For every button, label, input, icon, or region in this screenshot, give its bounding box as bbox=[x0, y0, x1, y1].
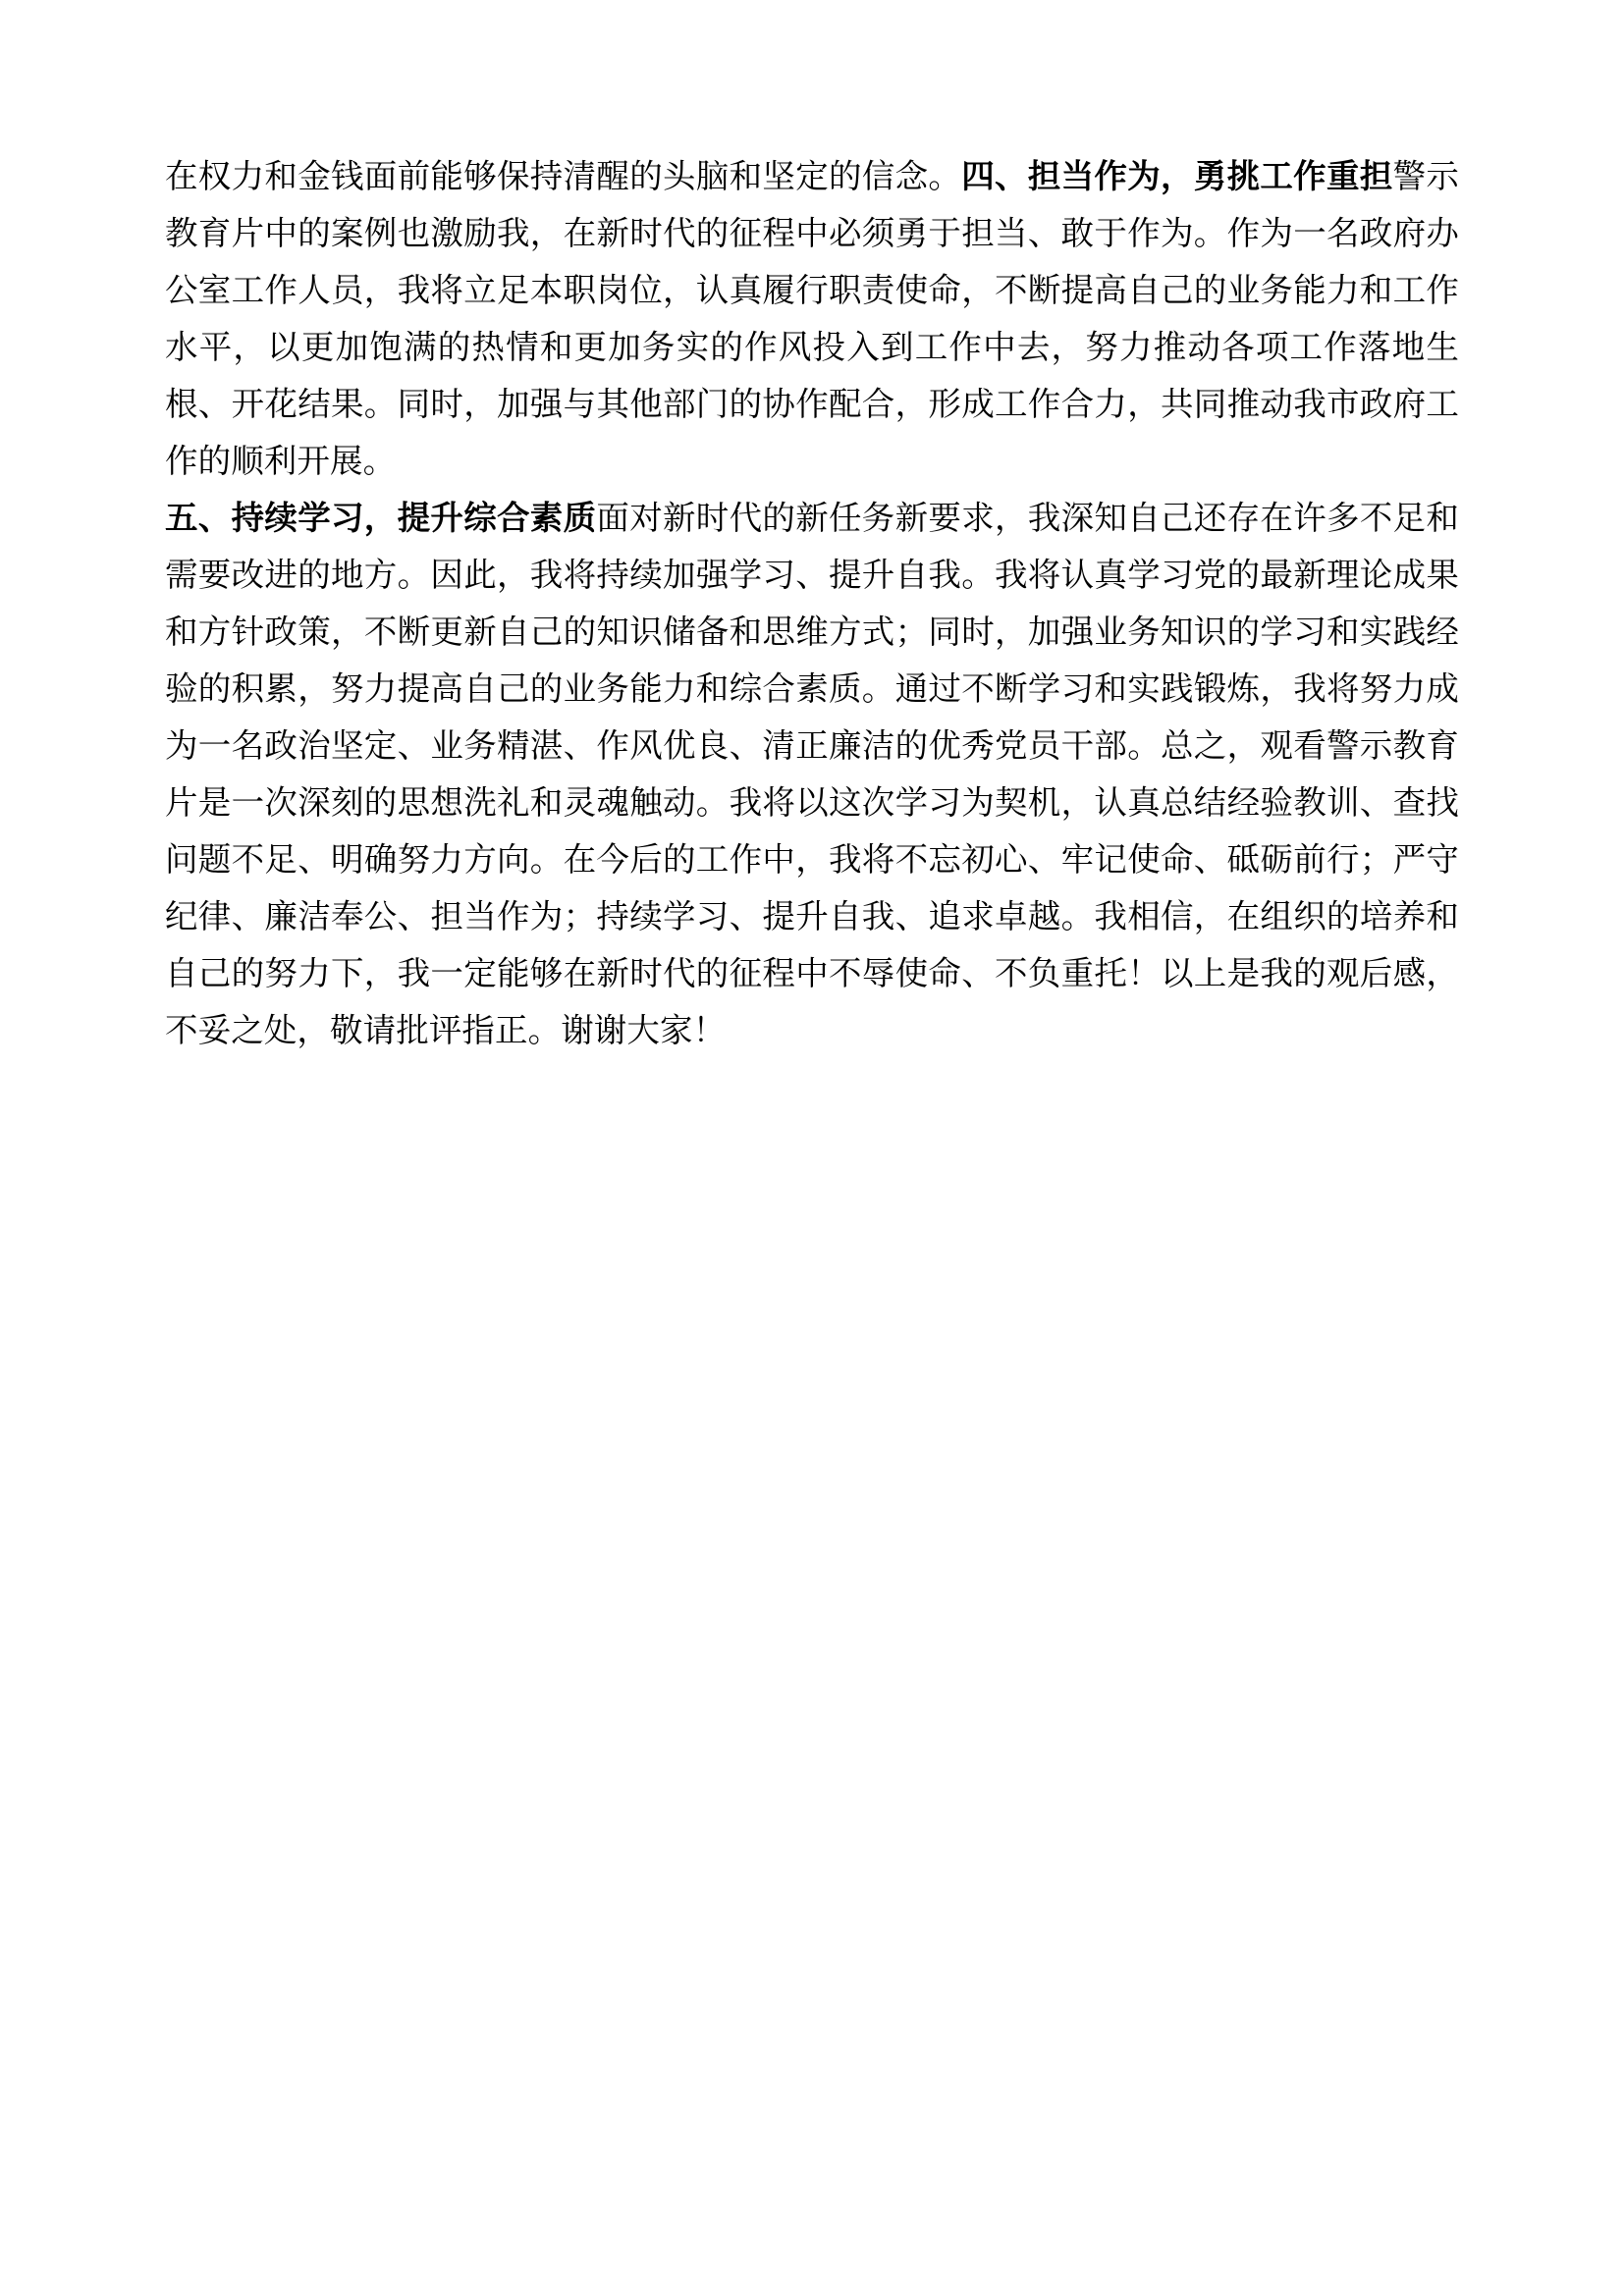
section-heading-five: 五、持续学习，提升综合素质 bbox=[165, 501, 597, 537]
paragraph-five bbox=[165, 491, 1459, 1060]
paragraph-five-body-text: 面对新时代的新任务新要求，我深知自己还存在许多不足和需要改进的地方。因此，我将持续加强学习、提升自我。我将认真学习党的最新理论成果和方针政策，不断更新自己的知识储备和思维方式；同时，加强业务知识的学习和实践经验的积累，努力提高自己的业务能力和综合素质。通过不断学习和实践锻炼，我将努力成为一名政治坚定、业务精湛、作风优良、清正廉洁的优秀党员干部。总之，观看警示教育片是一次深刻的思想洗礼和灵魂触动。我将以这次学习为契机，认真总结经验教训、查找问题不足、明确努力方向。在今后的工作中，我将不忘初心、牢记使命、砥砺前行；严守纪律、廉洁奉公、担当作为；持续学习、提升自我、追求卓越。我相信，在组织的培养和自己的努力下，我一定能够在新时代的征程中不辱使命、不负重托！以上是我的观后感，不妥之处，敬请批评指正。谢谢大家！ bbox=[165, 501, 1459, 1049]
paragraph-four-body-text: 警示教育片中的案例也激励我，在新时代的征程中必须勇于担当、敢于作为。作为一名政府办公室工作人员，我将立足本职岗位，认真履行职责使命，不断提高自己的业务能力和工作水平，以更加饱满的热情和更加务实的作风投入到工作中去，努力推动各项工作落地生根、开花结果。同时，加强与其他部门的协作配合，形成工作合力，共同推动我市政府工作的顺利开展。 bbox=[165, 159, 1459, 480]
section-heading-four: 四、担当作为，勇挑工作重担 bbox=[961, 159, 1393, 195]
paragraph-four bbox=[165, 149, 1459, 491]
paragraph-four-lead-text: 在权力和金钱面前能够保持清醒的头脑和坚定的信念。 bbox=[165, 159, 962, 195]
document-body bbox=[165, 149, 1459, 1060]
